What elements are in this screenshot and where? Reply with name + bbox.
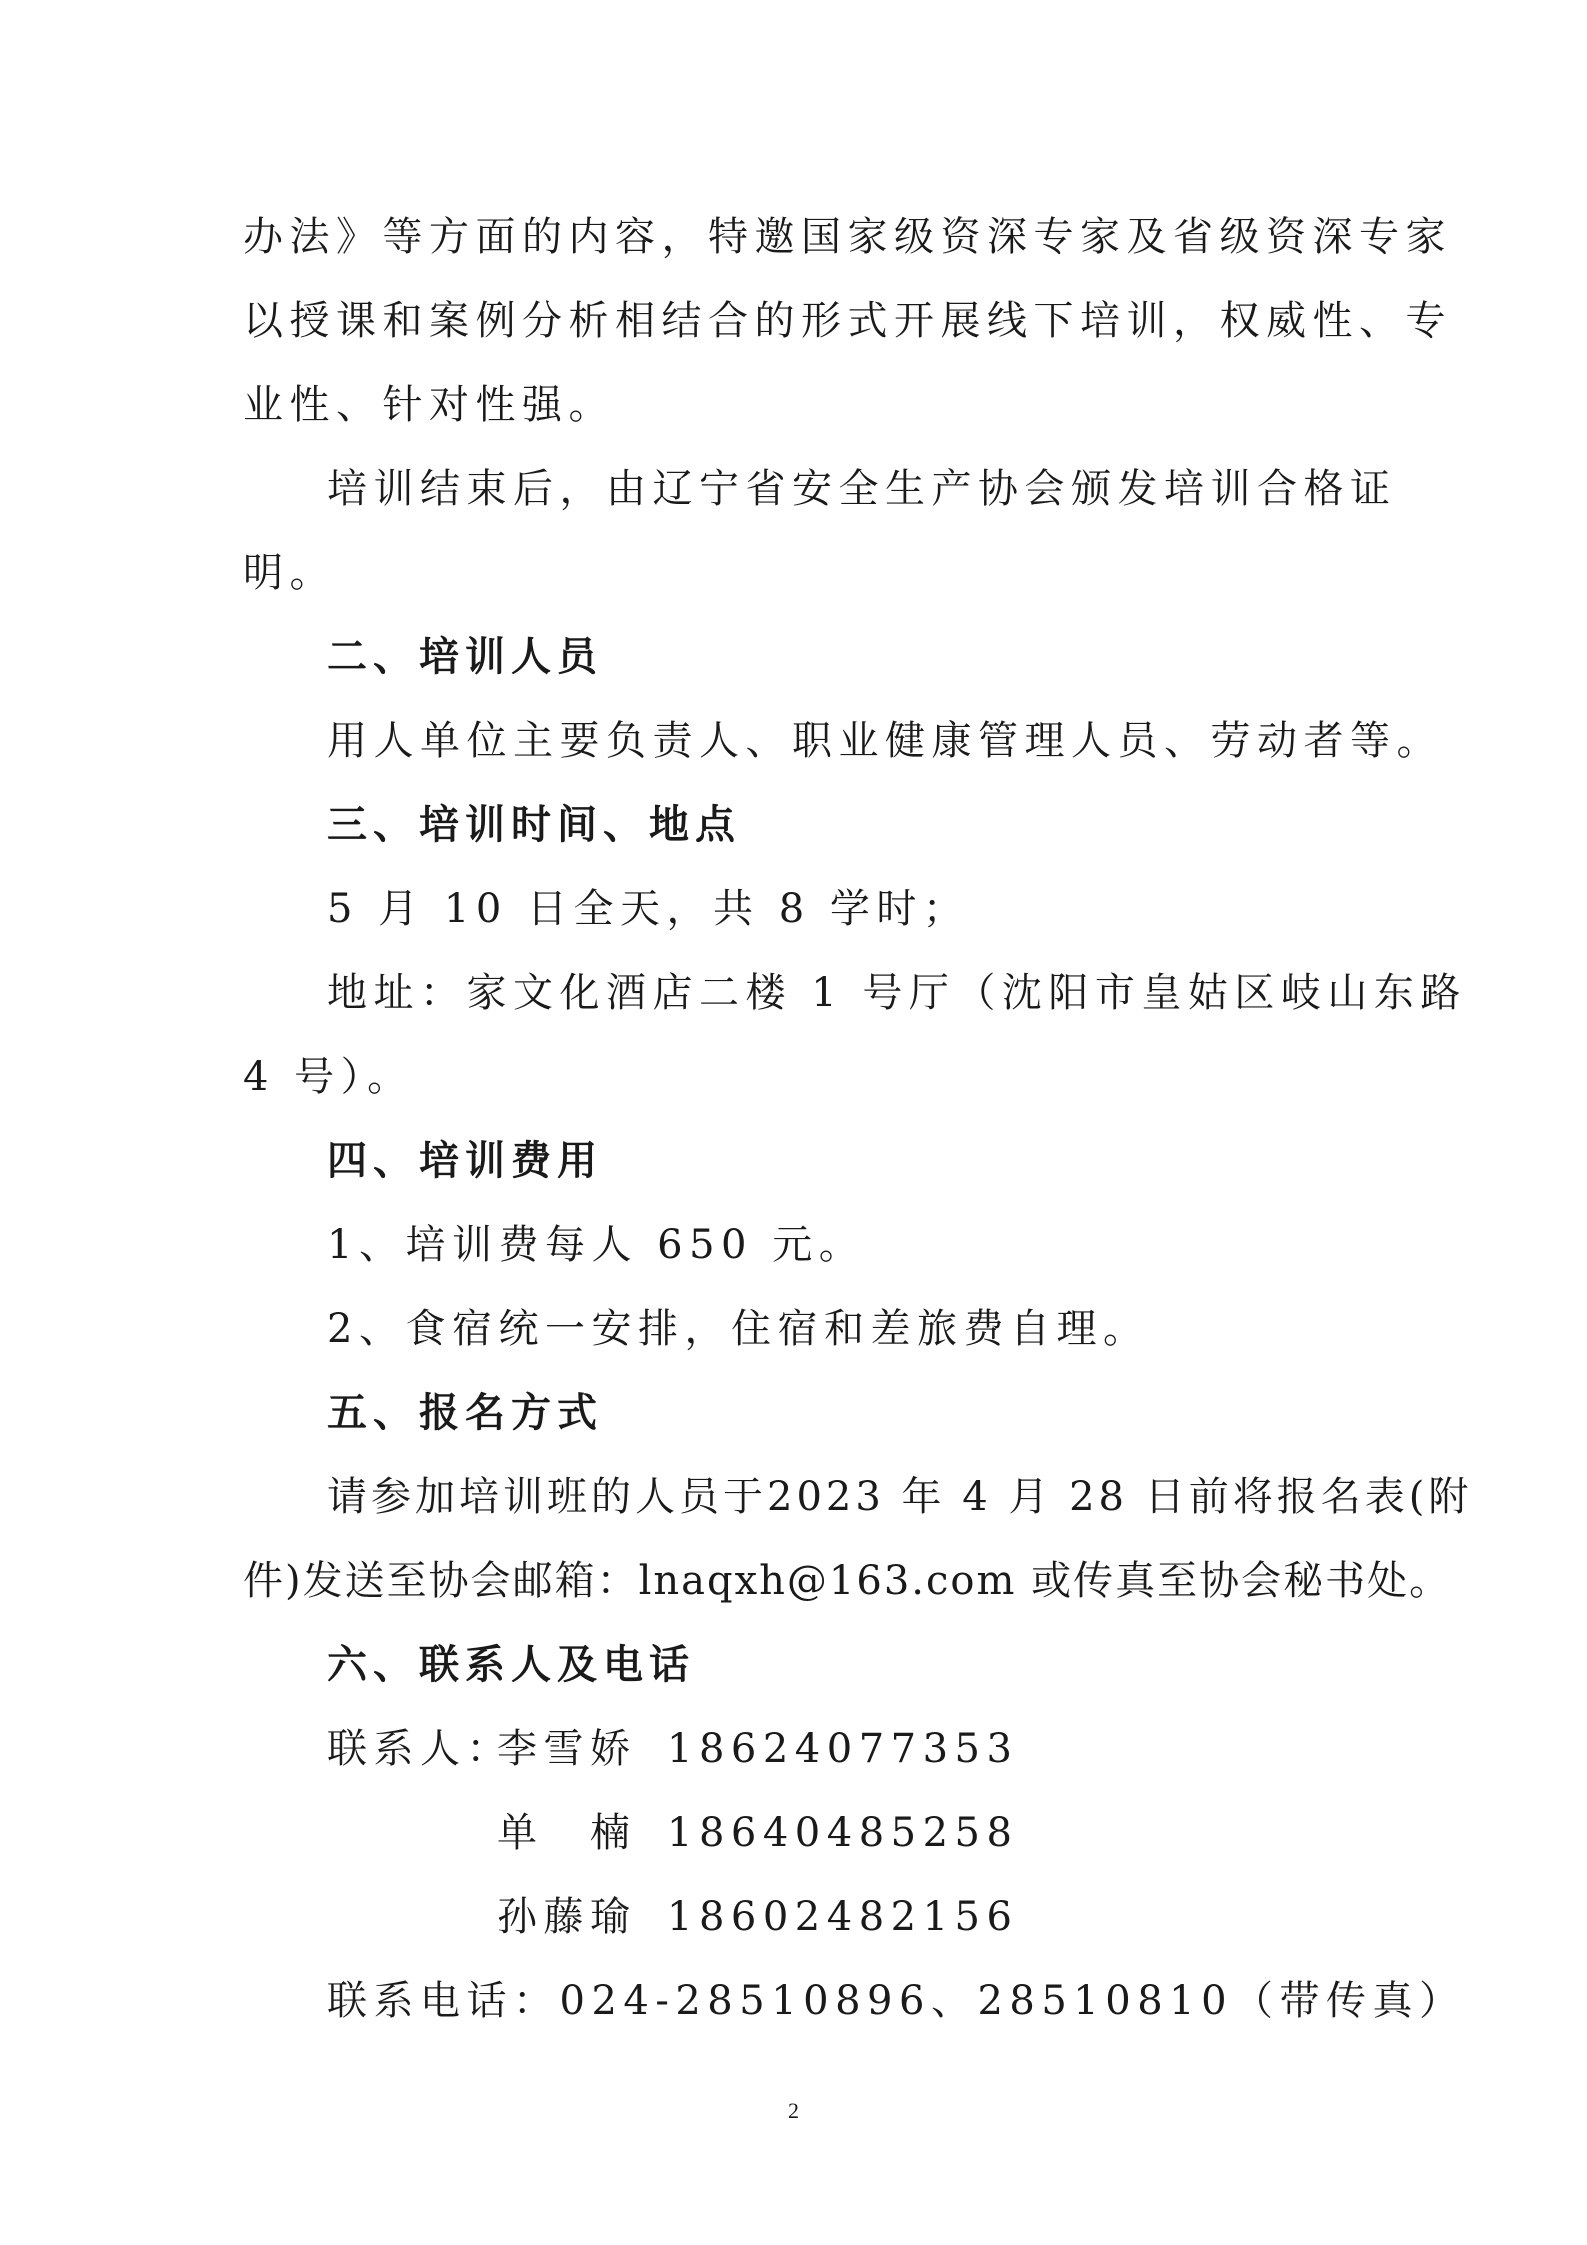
contact-row <box>497 1894 1019 1940</box>
contact-name: 单 楠 <box>497 1810 637 1856</box>
registration-text-line: 件)发送至协会邮箱：lnaqxh@163.com 或传真至协会秘书处。 <box>243 1558 1452 1604</box>
section-heading-trainees: 二、培训人员 <box>327 634 603 680</box>
contact-phone-line: 联系电话：024-28510896、28510810（带传真） <box>327 1978 1466 2024</box>
contact-label: 联系人： <box>327 1726 513 1772</box>
contact-row <box>497 1726 1019 1772</box>
registration-text-line: 请参加培训班的人员于2023 年 4 月 28 日前将报名表(附 <box>327 1474 1473 1520</box>
body-text-line: 业性、针对性强。 <box>243 382 615 428</box>
contact-phone: 18624077353 <box>667 1726 1019 1772</box>
fee-item: 2、食宿统一安排，住宿和差旅费自理。 <box>327 1306 1150 1352</box>
training-time: 5 月 10 日全天，共 8 学时； <box>327 886 970 932</box>
contact-row <box>497 1810 1019 1856</box>
page-number: 2 <box>788 2098 799 2123</box>
address-line: 地址：家文化酒店二楼 1 号厅（沈阳市皇姑区岐山东路 <box>327 970 1467 1016</box>
address-line: 4 号）。 <box>243 1054 414 1100</box>
body-text-line: 办法》等方面的内容，特邀国家级资深专家及省级资深专家 <box>243 214 1452 260</box>
trainees-text: 用人单位主要负责人、职业健康管理人员、劳动者等。 <box>327 718 1443 764</box>
contact-phone: 18602482156 <box>667 1894 1019 1940</box>
body-text-line: 以授课和案例分析相结合的形式开展线下培训，权威性、专 <box>243 298 1452 344</box>
fee-item: 1、培训费每人 650 元。 <box>327 1222 866 1268</box>
section-heading-contact: 六、联系人及电话 <box>327 1642 695 1688</box>
contact-name: 李雪娇 <box>497 1726 637 1772</box>
body-text-line: 培训结束后，由辽宁省安全生产协会颁发培训合格证 <box>327 466 1397 512</box>
section-heading-fees: 四、培训费用 <box>327 1138 603 1184</box>
contact-name: 孙藤瑜 <box>497 1894 637 1940</box>
contact-phone: 18640485258 <box>667 1810 1019 1856</box>
section-heading-time-place: 三、培训时间、地点 <box>327 802 741 848</box>
body-text-line: 明。 <box>243 550 336 596</box>
section-heading-registration: 五、报名方式 <box>327 1390 603 1436</box>
